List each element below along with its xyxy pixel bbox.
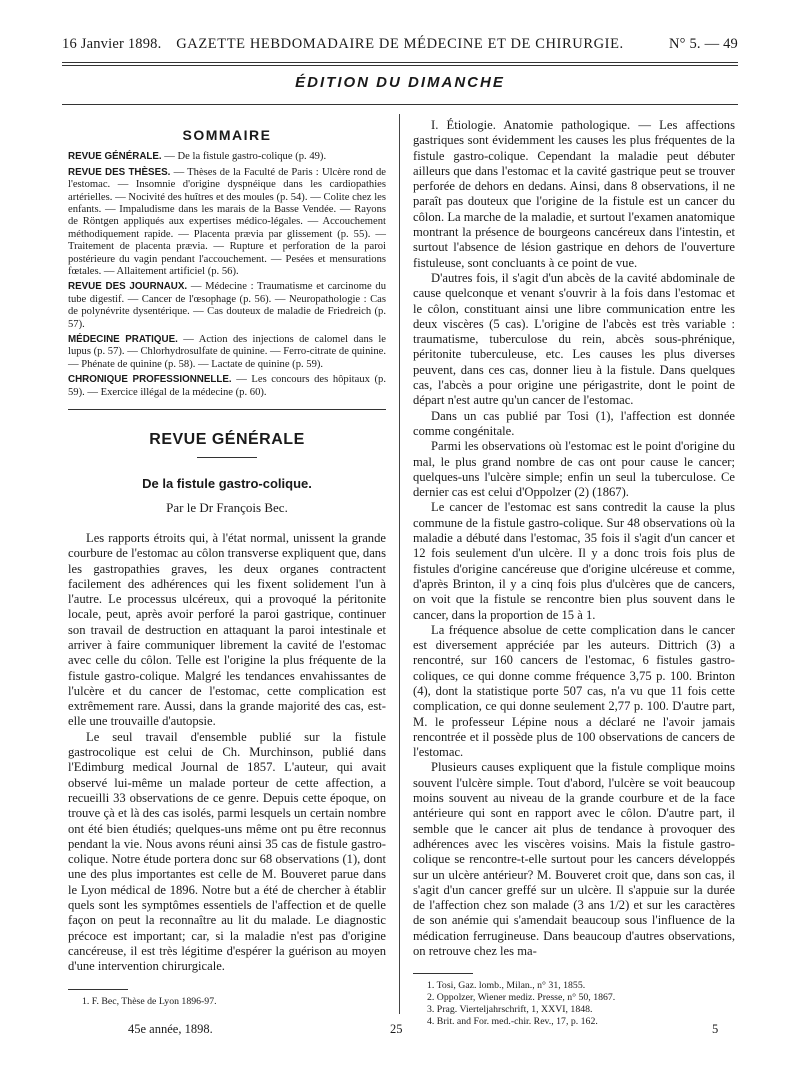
sommaire-entry bbox=[68, 151, 386, 163]
sommaire-entry-head: MÉDECINE PRATIQUE. bbox=[68, 333, 178, 345]
header-journal-title: GAZETTE HEBDOMADAIRE DE MÉDECINE ET DE CHIRURGIE. bbox=[176, 36, 624, 52]
edition-title: ÉDITION DU DIMANCHE bbox=[295, 74, 505, 91]
header-rule-double bbox=[62, 65, 738, 66]
left-column bbox=[68, 118, 386, 1008]
article-paragraph: Les rapports étroits qui, à l'état normal, unissent la grande courbure de l'estomac au côlon transverse expliquent que, dans les gastropathies graves, les deux organes contractent facilement des adhérences qui les fixent solidement l'un à l'autre. Le processus ulcéreux, qui a provoqué la péritonite locale, peut, après avoir perforé la paroi gastrique, continuer son travail de destruction en attaquant la paroi intestinale et arriver à faire communiquer librement la cavité de l'estomac avec celle du côlon. Telle est l'origine la plus fréquente de la fistule gastro-colique. Malgré les tendances envahissantes de l'ulcère et du cancer de l'estomac, cette complication est extrêmement rare. Aussi, dans la grande majorité des cas, est-elle une trouvaille d'autopsie. bbox=[68, 530, 386, 729]
footnote: 1. F. Bec, Thèse de Lyon 1896-97. bbox=[82, 995, 217, 1007]
footer-page-number: 25 bbox=[390, 1022, 403, 1036]
sommaire-entry-head: REVUE DES JOURNAUX. bbox=[68, 281, 188, 293]
footnote-rule bbox=[68, 989, 128, 990]
sommaire-entry-text: — Les concours des hôpitaux (p. 59). — Exercice illégal de la médecine (p. 60). bbox=[68, 374, 386, 398]
sommaire-entry bbox=[68, 374, 386, 399]
article-paragraph: Parmi les observations où l'estomac est le point d'origine du mal, le plus grand nombre de cas ont pour cause le cancer; quelques-uns l'ulcère simple; enfin un seul la tuberculose. Ce dernier cas est celui d'Oppolzer (2) (1867). bbox=[413, 439, 735, 500]
article-paragraph: Dans un cas publié par Tosi (1), l'affection est donnée comme congénitale. bbox=[413, 408, 735, 438]
article-paragraph: I. Étiologie. Anatomie pathologique. — Les affections gastriques sont évidemment les causes les plus fréquentes de la fistule gastro-colique. Cependant la maladie peut débuter ailleurs que dans l'estomac et la cavité gastrique peut se trouver perforée de dehors en dedans. Ainsi, dans 8 observations, il ne paraît pas douteux que l'origine de la fistule est un cancer du côlon. La marche de la maladie, et surtout l'examen anatomique montrant la présence de bourgeons cancéreux dans l'intestin, et surtout l'absence de lésion gastrique en dehors de l'ouverture fistuleuse, sont concluants à ce point de vue. bbox=[413, 118, 735, 270]
article-paragraph: Le seul travail d'ensemble publié sur la fistule gastrocolique est celui de Ch. Murchinson, publié dans l'Edimburg medical Journal de 1857. L'auteur, qui avait observé lui-même un malade porteur de cette affection, a recueilli 33 observations de ce genre. Depuis cette époque, on trouve çà et là des cas isolés, parmi lesquels un certain nombre ont été bien étudiés; quelques-uns même ont pu être reconnus pendant la vie. Nous avons réuni ainsi 35 cas de fistule gastro-colique. Notre étude portera donc sur 68 observations (1), dont une des plus importantes est celle de M. Bouveret parue dans le Lyon médical de 1896. Notre but a été de chercher à établir quels sont les symptômes essentiels de l'affection et de quelle façon on peut la reconnaître au lit du malade. Le diagnostic précoce est important; car, si la maladie n'est pas d'origine cancéreuse, il est très légitime d'espérer la guérison au moyen d'une intervention chirurgicale. bbox=[68, 729, 386, 974]
sommaire-entry-text: — Action des injections de calomel dans le lupus (p. 57). — Chlorhydrosulfate de quinine. — Ferro-citrate de quinine. — Phénate de quinine (p. 58). — Lactate de quinine (p. 59). bbox=[68, 333, 386, 370]
footer-sheet-number: 5 bbox=[712, 1022, 719, 1036]
title-underline bbox=[197, 457, 257, 458]
header-date: 16 Janvier 1898. bbox=[62, 36, 162, 52]
sommaire-entry-text: — Médecine : Traumatisme et carcinome du tube digestif. — Cancer de l'œsophage (p. 56). — Neuropathologie : Cas de polynévrite dysentérique. — Cas douteux de maladie de Friedreich (p. 57). bbox=[68, 281, 386, 330]
sommaire-entry bbox=[68, 334, 386, 371]
footnote-rule bbox=[413, 973, 473, 974]
sommaire-title: SOMMAIRE bbox=[182, 127, 272, 143]
footnote: 3. Prag. Vierteljahrschrift, 1, XXVI, 1848. bbox=[427, 1004, 593, 1016]
sommaire-entry-text: — Thèses de la Faculté de Paris : Ulcère rond de l'estomac. — Insomnie d'origine dyspnéique dans les cardiopathies artérielles. — Nocivité des huîtres et des moules (p. 54). — Colite chez les enfants. — Impaludisme dans les marais de la Basse Vendée. — Rayons de Röntgen appliqués aux expertises médico-légales. — Accouchement méthodiquement rapide. — Placenta prævia par glissement (p. 55). — Traitement de placenta prævia. — Rupture et perforation de la paroi postérieure du vagin pendant l'accouchement. — Pesées et mensurations fœtales. — Allaitement artificiel (p. 56). bbox=[68, 166, 386, 277]
column-divider bbox=[399, 114, 400, 1014]
sommaire-entry-text: — De la fistule gastro-colique (p. 49). bbox=[161, 151, 327, 163]
article-paragraph: Plusieurs causes expliquent que la fistule complique moins souvent l'ulcère simple. Tout d'abord, l'ulcère se voit beaucoup moins souvent au niveau de la grande courbure et de la face antérieure qui sont en rapport avec le côlon. D'autre part, il semble que le cancer ait plus de tendance à provoquer des adhérences avec les viscères voisins. Mais la fistule gastro-colique se rencontre-t-elle surtout pour les cancers développés sur un ulcère antérieur? M. Bouveret croit que, dans son cas, il s'agit d'un cancer greffé sur un ulcère. Il s'appuie sur la durée de l'affection chez son malade (3 ans 1/2) et sur les caractères de son anémie qui s'amendait beaucoup sous l'influence de la médication ferrugineuse. Dans beaucoup d'autres observations, on retrouve chez les ma- bbox=[413, 760, 735, 959]
article-paragraph: Le cancer de l'estomac est sans contredit la cause la plus commune de la fistule gastro-colique. Sur 48 observations où la maladie a débuté dans l'estomac, 35 fois il s'agit d'un cancer et 12 fois seulement d'un ulcère. Il y a donc trois fois plus de fistules d'origine cancéreuse que d'origine ulcéreuse et comme, d'après Brinton, il y a cinq fois plus d'ulcères que de cancers, on voit que la fistule se rencontre bien plus souvent dans le cancer, dans la proportion de 15 à 1. bbox=[413, 500, 735, 622]
footer-year: 45e année, 1898. bbox=[128, 1022, 213, 1036]
article-title: De la fistule gastro-colique. bbox=[142, 476, 312, 492]
header-issue-number: N° 5. — 49 bbox=[668, 36, 738, 52]
revue-generale-title: REVUE GÉNÉRALE bbox=[149, 431, 305, 449]
sommaire-entry bbox=[68, 281, 386, 331]
article-paragraph: D'autres fois, il s'agit d'un abcès de la cavité abdominale de cause quelconque et venant s'ouvrir à la fois dans l'estomac et le côlon, constituant ainsi une libre communication entre les deux viscères (5 cas). L'origine de l'abcès est très variable : traumatisme, tuberculose du rein, abcès sous-phrénique, péritonite tuberculeuse, etc. Les causes les plus diverses peuvent, dans ces cas, donner lieu à la fistule. Dans quelques cas, l'abcès a pour origine une périgastrite, dont le point de départ n'est autre qu'un cancer de l'estomac. bbox=[413, 270, 735, 408]
right-column bbox=[413, 118, 735, 1028]
footnote: 2. Oppolzer, Wiener mediz. Presse, n° 50, 1867. bbox=[427, 992, 616, 1004]
article-byline: Par le Dr François Bec. bbox=[166, 499, 288, 515]
sommaire-entry-head: CHRONIQUE PROFESSIONNELLE. bbox=[68, 374, 232, 386]
sommaire-entry-head: REVUE GÉNÉRALE. bbox=[68, 151, 162, 163]
edition-rule bbox=[62, 104, 738, 105]
section-divider bbox=[68, 409, 386, 410]
running-header bbox=[62, 36, 738, 56]
article-paragraph: La fréquence absolue de cette complication dans le cancer est diversement appréciée par les auteurs. Dittrich (3) a rencontré, sur 160 cancers de l'estomac, 6 fistules gastro-coliques, ce qui donne comme fréquence 3,75 p. 100. Brinton (4), dont la statistique porte 507 cas, n'a vu que 11 fois cette complication, ce qui donne seulement 2,77 p. 100. D'autre part, M. le professeur Lépine nous a déclaré ne l'avoir jamais rencontrée et il possède plus de 100 observations de cancers de l'estomac. bbox=[413, 622, 735, 760]
header-rule bbox=[62, 62, 738, 63]
sommaire-entry bbox=[68, 167, 386, 279]
footnote: 4. Brit. and For. med.-chir. Rev., 17, p. 162. bbox=[427, 1016, 598, 1028]
sommaire-entry-head: REVUE DES THÈSES. bbox=[68, 166, 171, 178]
footnote: 1. Tosi, Gaz. lomb., Milan., n° 31, 1855. bbox=[427, 980, 586, 992]
